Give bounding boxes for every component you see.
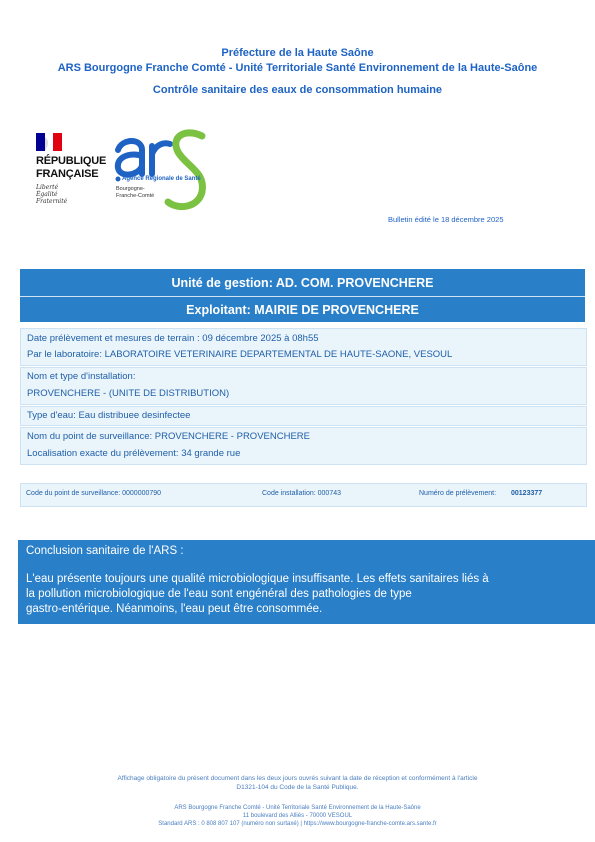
surveillance-point: Nom du point de surveillance: PROVENCHERE - PROVENCHERE [27,431,310,442]
republique-francaise-logo [36,133,106,205]
display-notice-line1: Affichage obligatoire du présent document dans les deux jours ouvrés suivant la date de réception et conformément à l'article [117,775,478,782]
sampling-location: Localisation exacte du prélèvement: 34 grande rue [27,448,241,459]
water-type: Type d'eau: Eau distribuee desinfectee [27,410,191,421]
ars-logo [112,122,222,212]
ars-region-line1: Bourgogne- [116,186,145,192]
management-unit-band: Unité de gestion: AD. COM. PROVENCHERE [20,269,585,297]
sampling-date: Date prélèvement et mesures de terrain : 09 décembre 2025 à 08h55 [27,333,319,344]
conclusion-line3: gastro-entérique. Néanmoins, l'eau peut être consommée. [26,603,323,615]
conclusion-text [26,572,595,617]
rf-motto-fraternite: Fraternité [36,198,68,205]
ars-agency-label: Agence Régionale de Santé [122,176,201,182]
water-type-box [20,406,587,426]
conclusion-line1: L'eau présente toujours une qualité microbiologique insuffisante. Les effets sanitaires liés à [26,573,489,585]
footer-contact: Standard ARS : 0 808 807 107 (numéro non surtaxé) | https://www.bourgogne-franche-comte.ars.sante.fr [158,821,437,827]
operator-band: Exploitant: MAIRIE DE PROVENCHERE [20,297,585,322]
surveillance-point-code: Code du point de surveillance: 0000000790 [26,490,162,497]
ars-unit-title: ARS Bourgogne Franche Comté - Unité Territoriale Santé Environnement de la Haute-Saône [57,62,538,74]
footer-address-line1: ARS Bourgogne Franche Comté - Unité Territoriale Santé Environnement de la Haute-Saône [174,805,421,811]
marianne-flag-icon [36,133,62,151]
sample-number-value: 00123377 [511,490,543,497]
conclusion-title: Conclusion sanitaire de l'ARS : [26,545,184,557]
conclusion-line2: la pollution microbiologique de l'eau sont engénéral des pathologies de type [26,588,412,600]
rf-title-line1: RÉPUBLIQUE [36,155,107,167]
rf-title-line2: FRANÇAISE [36,168,99,180]
footer-address-line2: 11 boulevard des Alliés - 70000 VESOUL [242,813,353,819]
display-notice-line2: D1321-104 du Code de la Santé Publique. [236,784,359,791]
codes-row [20,483,587,507]
rf-motto-egalite: Égalité [36,191,58,198]
bulletin-date: Bulletin édité le 18 décembre 2025 [388,215,504,224]
installation-value: PROVENCHERE - (UNITE DE DISTRIBUTION) [27,388,230,399]
ars-region-line2: Franche-Comté [116,193,155,199]
laboratory: Par le laboratoire: LABORATOIRE VETERINAIRE DEPARTEMENTAL DE HAUTE-SAONE, VESOUL [27,349,453,360]
sampling-date-box [20,328,587,366]
installation-box [20,367,587,405]
surveillance-box [20,427,587,465]
installation-label: Nom et type d'installation: [27,371,136,382]
installation-code: Code installation: 000743 [262,490,342,497]
rf-motto-liberte: Liberté [36,184,59,191]
sanitary-conclusion [18,540,595,624]
sample-number-label: Numéro de prélèvement: [419,490,497,497]
document-subject: Contrôle sanitaire des eaux de consommation humaine [152,84,443,96]
prefecture-title: Préfecture de la Haute Saône [221,47,374,59]
